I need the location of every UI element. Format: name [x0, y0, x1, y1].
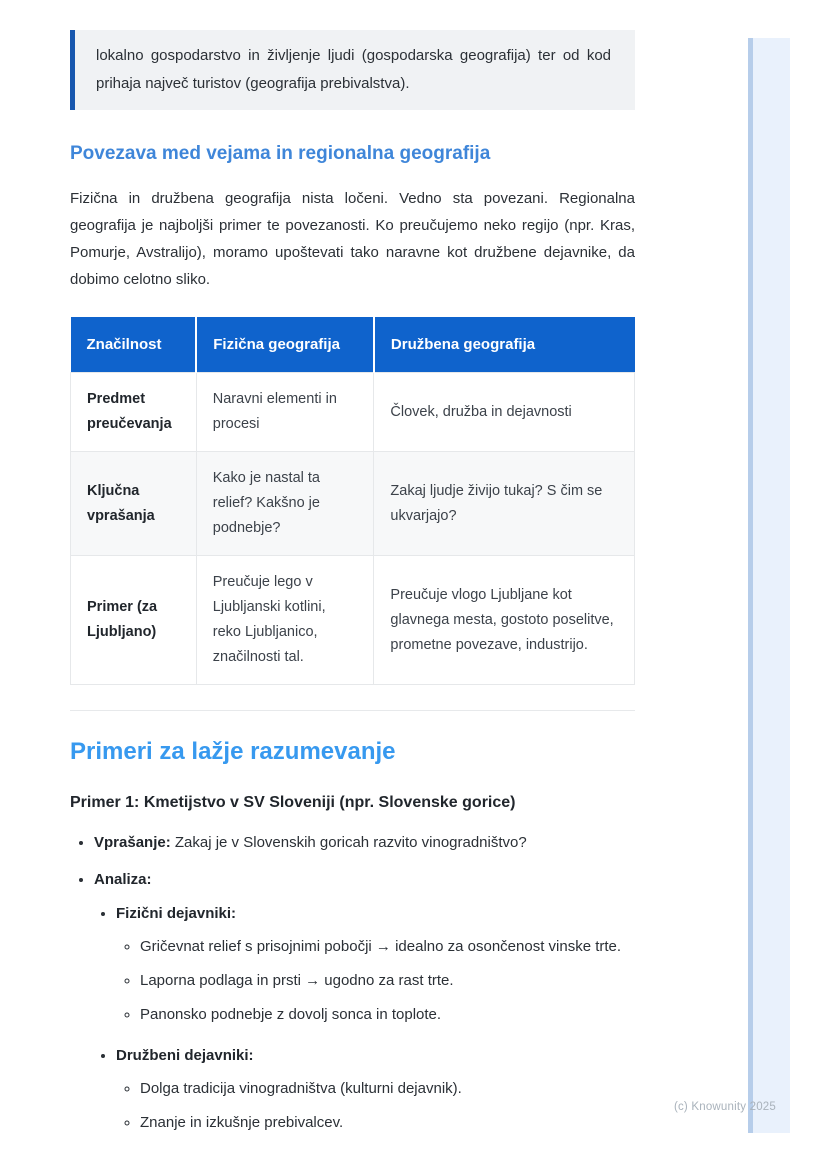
callout-quote [70, 30, 635, 110]
table-cell-label: Ključna vprašanja [71, 452, 197, 556]
table-cell: Preučuje lego v Ljubljanski kotlini, reko Ljubljanico, značilnosti tal. [196, 556, 374, 685]
table-header-druzbena: Družbena geografija [374, 317, 635, 373]
copyright-notice: (c) Knowunity 2025 [673, 1101, 776, 1113]
question-label: Vprašanje: [94, 834, 171, 851]
list-item: ◦ Panonsko podnebje z dovolj sonca in toplote. [140, 1001, 635, 1028]
social-factors-label: Družbeni dejavniki: [116, 1047, 254, 1064]
physical-factors-label: Fizični dejavniki: [116, 905, 237, 922]
table-cell: Kako je nastal ta relief? Kakšno je podnebje? [196, 452, 374, 556]
table-cell: Človek, družba in dejavnosti [374, 373, 635, 452]
section-heading-primeri: Primeri za lažje razumevanje [70, 738, 396, 765]
list-item: ◦ Znanje in izkušnje prebivalcev. [140, 1109, 635, 1136]
analysis-label: Analiza: [94, 871, 152, 888]
list-item-analysis [94, 867, 635, 1136]
analysis-sublist [94, 901, 635, 1136]
list-item: ◦ Laporna podlaga in prsti → ugodno za rast trte. [140, 967, 635, 994]
table-row [71, 556, 635, 685]
page-edge-scrollbar[interactable] [748, 38, 790, 1133]
callout-quote-text: lokalno gospodarstvo in življenje ljudi (gospodarska geografija) ter od kod prihaja največ turistov (geografija prebivalstva). [96, 47, 611, 92]
example-list [70, 830, 635, 1136]
table-row [71, 373, 635, 452]
intro-paragraph: Fizična in družbena geografija nista ločeni. Vedno sta povezani. Regionalna geografija je najboljši primer te povezanosti. Ko preučujemo neko regijo (npr. Kras, Pomurje, Avstralijo), moramo upoštevati tako naravne kot družbene dejavnike, da dobimo celotno sliko. [70, 190, 635, 288]
table-cell-label: Primer (za Ljubljano) [71, 556, 197, 685]
example-subheading: Primer 1: Kmetijstvo v SV Sloveniji (npr. Slovenske gorice) [70, 794, 516, 811]
table-header-znacilnost: Značilnost [71, 317, 197, 373]
table-header-row [71, 317, 635, 373]
table-cell-label: Predmet preučevanja [71, 373, 197, 452]
list-item-question [94, 830, 635, 856]
comparison-table [70, 317, 635, 685]
table-row [71, 452, 635, 556]
list-item: ◦ Dolga tradicija vinogradništva (kulturni dejavnik). [140, 1075, 635, 1102]
section-heading-povezava: Povezava med vejama in regionalna geografija [70, 143, 491, 164]
table-cell: Zakaj ljudje živijo tukaj? S čim se ukvarjajo? [374, 452, 635, 556]
table-cell: Naravni elementi in procesi [196, 373, 374, 452]
physical-factors-sublist [116, 933, 635, 1028]
list-item-social-factors [116, 1043, 635, 1136]
table-header-fizicna: Fizična geografija [196, 317, 374, 373]
question-text: Zakaj je v Slovenskih goricah razvito vinogradništvo? [170, 834, 527, 851]
section-divider [70, 710, 635, 711]
document-page [70, 0, 635, 1147]
list-item: ◦ Gričevnat relief s prisojnimi pobočji → idealno za osončenost vinske trte. [140, 933, 635, 960]
list-item-physical-factors [116, 901, 635, 1028]
table-cell: Preučuje vlogo Ljubljane kot glavnega mesta, gostoto poselitve, prometne povezave, industrijo. [374, 556, 635, 685]
social-factors-sublist [116, 1075, 635, 1136]
